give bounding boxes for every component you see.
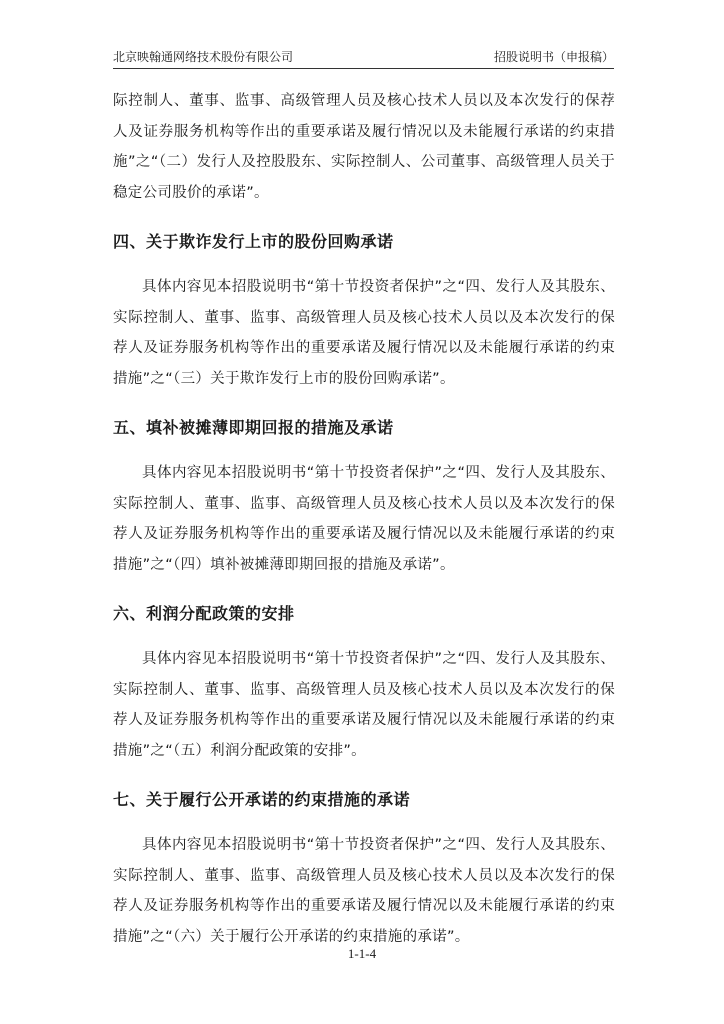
section-heading: 六、利润分配政策的安排 [113,604,295,623]
section-paragraph: 具体内容见本招股说明书“第十节投资者保护”之“四、发行人及其股东、实际控制人、董事、监事、高级管理人员及核心技术人员以及本次发行的保荐人及证券服务机构等作出的重要承诺及履行情况以及未能履行承诺的约束措施”之“（四）填补被摊薄即期回报的措施及承诺”。 [113,465,615,573]
section-paragraph: 具体内容见本招股说明书“第十节投资者保护”之“四、发行人及其股东、实际控制人、董事、监事、高级管理人员及核心技术人员以及本次发行的保荐人及证券服务机构等作出的重要承诺及履行情况以及未能履行承诺的约束措施”之“（六）关于履行公开承诺的约束措施的承诺”。 [113,837,615,945]
company-name: 北京映翰通网络技术股份有限公司 [113,50,294,64]
section-heading: 四、关于欺诈发行上市的股份回购承诺 [113,232,394,251]
section-6 [113,600,615,766]
document-body [113,86,615,972]
section-4 [113,228,615,394]
section-5 [113,414,615,580]
section-heading: 五、填补被摊薄即期回报的措施及承诺 [113,418,394,437]
document-title: 招股说明书（申报稿） [493,50,614,64]
page-header [113,48,614,69]
page-number: 1-1-4 [347,946,377,961]
intro-paragraph: 际控制人、董事、监事、高级管理人员及核心技术人员以及本次发行的保荐人及证券服务机构等作出的重要承诺及履行情况以及未能履行承诺的约束措施”之“（二）发行人及控股股东、实际控制人、公司董事、高级管理人员关于稳定公司股价的承诺”。 [113,93,615,201]
section-paragraph: 具体内容见本招股说明书“第十节投资者保护”之“四、发行人及其股东、实际控制人、董事、监事、高级管理人员及核心技术人员以及本次发行的保荐人及证券服务机构等作出的重要承诺及履行情况以及未能履行承诺的约束措施”之“（三）关于欺诈发行上市的股份回购承诺”。 [113,279,615,387]
section-7 [113,786,615,952]
section-paragraph: 具体内容见本招股说明书“第十节投资者保护”之“四、发行人及其股东、实际控制人、董事、监事、高级管理人员及核心技术人员以及本次发行的保荐人及证券服务机构等作出的重要承诺及履行情况以及未能履行承诺的约束措施”之“（五）利润分配政策的安排”。 [113,651,615,759]
section-heading: 七、关于履行公开承诺的约束措施的承诺 [113,790,411,809]
